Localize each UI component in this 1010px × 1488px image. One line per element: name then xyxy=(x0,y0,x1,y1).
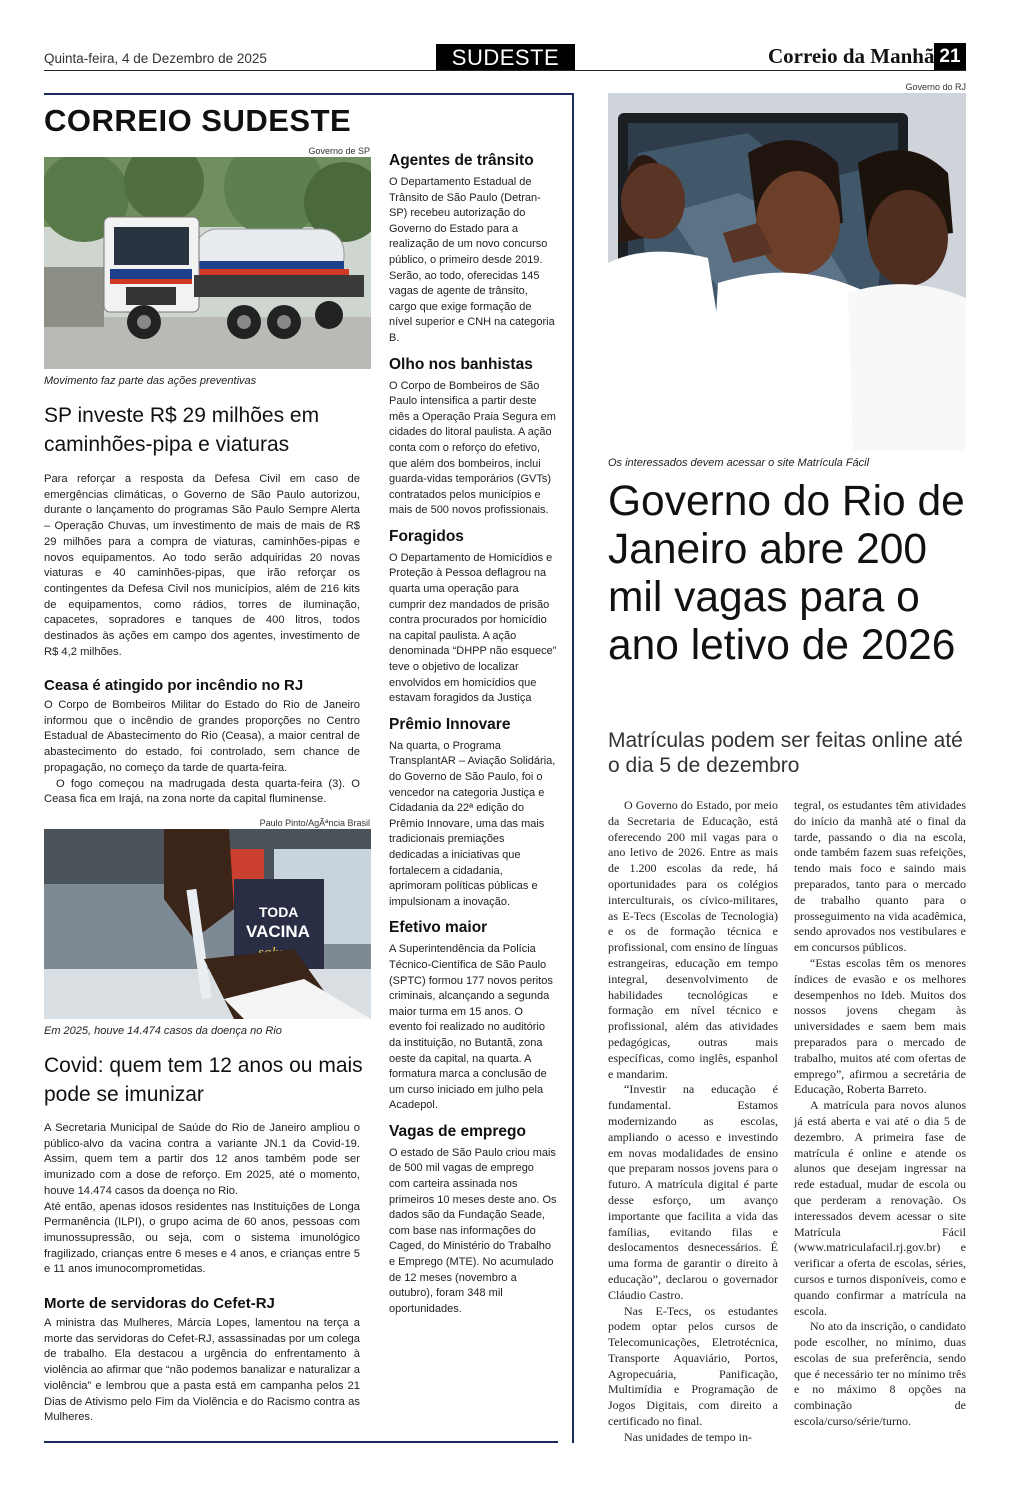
main-body-column-2: tegral, os estudantes têm atividades do início da manhã até o final da tarde, passando o dia na escola, onde também fazem suas refeições, tendo mais foco e saindo mais preparados, tanto para o mercado de trabalho quanto para o prosseguimento na vida acadêmica, sendo aprovados nos vestibulares e em concursos públicos. “Estas escolas têm os menores índices de evasão e os melhores desempenhos no Ideb. Muitos dos nossos jovens chegam às universidades e saem bem mais preparados para o mercado de trabalho, muitos até com ofertas de emprego”, afirmou a secretária de Educação, Roberta Barreto. A matrícula para novos alunos já está aberta e vai até o dia 5 de dezembro. A primeira fase de matrícula é online e atende os alunos que desejam ingressar na rede estadual, mudar de escola ou que perderam a renovação. Os interessados devem acessar o site Matrícula Fácil (www.matriculafacil.rj.gov.br) e verificar a oferta de escolas, séries, cursos e turnos disponíveis, como e quando confirmar a matrícula na escola. No ato da inscrição, o candidato pode escolher, no mínimo, duas escolas de sua preferência, sendo que é necessário ter no mínimo três e no máximo 8 opções na combinação de escola/curso/série/turno. xyxy=(794,798,966,1429)
frame-top-rule xyxy=(44,93,574,95)
page-number: 21 xyxy=(934,43,966,70)
brief-title: Agentes de trânsito xyxy=(389,152,534,169)
brief-text: Na quarta, o Programa TransplantAR – Aviação Solidária, do Governo de São Paulo, foi o vencedor na categoria Justiça e Cidadania da 22ª edição do Prêmio Innovare, uma das mais tradicionais premiações dedicadas a iniciativas que fortalecem a cidadania, aprimoram políticas públicas e impulsionam a inovação. xyxy=(389,739,556,908)
photo-caption: Os interessados devem acessar o site Matrícula Fácil xyxy=(608,457,870,469)
issue-date: Quinta-feira, 4 de Dezembro de 2025 xyxy=(44,51,267,66)
photo-credit: Governo de SP xyxy=(308,146,370,156)
section-title: CORREIO SUDESTE xyxy=(44,103,352,138)
brief-title: Olho nos banhistas xyxy=(389,355,533,373)
main-headline: Governo do Rio de Janeiro abre 200 mil vagas para o ano letivo de 2026 xyxy=(608,478,965,669)
photo-credit: Paulo Pinto/AgÃªncia Brasil xyxy=(259,818,370,828)
article-body: Para reforçar a resposta da Defesa Civil em caso de emergências climáticas, o Governo de São Paulo autorizou, durante o lançamento do programas São Paulo Sempre Alerta – Operação Chuvas, um investimento de mais de mais de R$ 29 milhões para a compra de viaturas, caminhões-pipas e novos equipamentos. Ao todo serão adquiridas 20 novas viaturas e 40 caminhões-pipas, que irão reforçar os contingentes da Defesa Civil nos municípios, além de 216 kits de equipamentos, como rádios, torres de iluminação, capacetes, sopradores e tanques de 400 litros, todos destinados às ações em campo dos agentes, investimento de R$ 4,2 milhões. xyxy=(44,473,360,658)
photo-credit: Governo do RJ xyxy=(905,82,966,92)
article-body: A ministra das Mulheres, Márcia Lopes, lamentou na terça a morte das servidoras do Cefet-RJ, assassinadas por um colega de trabalho. Ela destacou a urgência do enfrentamento à violência ao afirmar que “não podemos banalizar e naturalizar a violência” e lembrou que a pasta está em campanha pelos 21 Dias de Ativismo pelo Fim da Violência e do Racismo contra as Mulheres. xyxy=(44,1317,360,1424)
vaccine-photo xyxy=(44,829,371,1019)
brief-title: Foragidos xyxy=(389,527,464,545)
brief-title: Prêmio Innovare xyxy=(389,715,511,733)
brief-text: O Departamento de Homicídios e Proteção à Pessoa deflagrou na quarta uma operação para cumprir dez mandados de prisão contra procurados por homicídio na capital paulista. A ação denominada “DHPP não esquece” teve o objetivo de localizar envolvidos em homicídios que estavam foragidos da Justiça xyxy=(389,551,557,705)
photo-caption: Movimento faz parte das ações preventivas xyxy=(44,375,257,387)
brief-title: Vagas de emprego xyxy=(389,1122,526,1140)
poster-text: TODA xyxy=(259,904,299,920)
briefs-column xyxy=(389,152,557,1317)
header-rule xyxy=(44,70,966,71)
frame-right-rule xyxy=(572,93,574,1443)
photo-caption: Em 2025, houve 14.474 casos da doença no Rio xyxy=(44,1025,282,1037)
brief-text: O Departamento Estadual de Trânsito de São Paulo (Detran-SP) recebeu autorização do Governo do Estado para a realização de um novo concurso público, o primeiro desde 2019. Serão, ao todo, oferecidas 145 vagas de agente de trânsito, cargo que exige formação de nível superior e CNH na categoria B. xyxy=(389,176,555,344)
section-tag: SUDESTE xyxy=(436,44,575,71)
newspaper-masthead: Correio da Manhã xyxy=(768,44,935,68)
frame-bottom-rule xyxy=(44,1441,558,1443)
article-headline: Covid: quem tem 12 anos ou mais pode se imunizar xyxy=(44,1054,363,1106)
students-photo xyxy=(608,93,966,451)
brief-text: A Superintendência da Polícia Técnico-Científica de São Paulo (SPTC) formou 177 novos peritos criminais, alcançando a segunda maior turma em 15 anos. O evento foi realizado no auditório da instituição, no Butantã, zona oeste da capital, na quarta. A formatura marca a conclusão de um curso iniciado em julho pela Acadepol. xyxy=(389,943,553,1112)
article-body: A Secretaria Municipal de Saúde do Rio de Janeiro ampliou o público-alvo da vacina contra a variante JN.1 da Covid-19. Assim, quem tem a partir dos 12 anos também pode ser imunizado com a dose de reforço. Em 2025, até o momento, houve 14.474 casos da doença no Rio. Até então, apenas idosos residentes nas Instituições de Longa Permanência (ILPI), o grupo acima de 60 anos, pessoas com imunossupressão, ou seja, com o sistema imunológico fragilizado, crianças entre 6 meses e 4 anos, e crianças entre 5 e 11 anos imunocomprometidas. xyxy=(44,1122,360,1276)
article-subhead: Ceasa é atingido por incêndio no RJ xyxy=(44,677,304,694)
article-subhead: Morte de servidoras do Cefet-RJ xyxy=(44,1295,275,1312)
article-body: O Corpo de Bombeiros Militar do Estado do Rio de Janeiro informou que o incêndio de grandes proporções no Centro Estadual de Abastecimento do Rio (Ceasa), a maior central de abastecimento do estado, foi controlado, sem chance de propagação, no começo da tarde de quarta-feira. O fogo começou na madrugada desta quarta-feira (3). O Ceasa fica em Irajá, na zona norte da capital fluminense. xyxy=(44,699,360,806)
article-headline: SP investe R$ 29 milhões em caminhões-pipa e viaturas xyxy=(44,404,320,456)
main-subheadline: Matrículas podem ser feitas online até o dia 5 de dezembro xyxy=(608,729,963,777)
poster-text: VACINA xyxy=(246,922,310,941)
main-body-column-1: O Governo do Estado, por meio da Secretaria de Educação, está oferecendo 200 mil vagas para o ano letivo de 2026. Entre as mais de 1.200 escolas da rede, há oportunidades para os colégios interculturais, os cívico-militares, as E-Tecs (Escolas de Tecnologia) e os de formação técnica e profissional, com ensino de línguas estrangeiras, educação em tempo integral, desenvolvimento de habilidades tecnológicas e formação em nível técnico e profissional, além das atividades pedagógicas, outras mais específicas, como inglês, espanhol e mandarim. “Investir na educação é fundamental. Estamos modernizando as escolas, ampliando o acesso e investindo em novas modalidades de ensino que preparam nossos jovens para o futuro. A matrícula digital é parte desse esforço, um avanço importante que facilita a vida das famílias, evitando filas e deslocamentos desnecessários. É uma forma de garantir o direito à educação”, declarou o governador Cláudio Castro. Nas E-Tecs, os estudantes podem optar pelos cursos de Telecomunicações, Eletrotécnica, Transporte Aquaviário, Portos, Agropecuária, Panificação, Multimídia e Programação de Jogos Digitais, com direito a certificado no final. Nas unidades de tempo in- xyxy=(608,798,778,1444)
brief-text: O estado de São Paulo criou mais de 500 mil vagas de emprego com carteira assinada nos primeiros 10 meses deste ano. Os dados são da Fundação Seade, com base nas informações do Caged, do Ministério do Trabalho e Emprego (MTE). No acumulado de 12 meses (novembro a outubro), foram 348 mil oportunidades. xyxy=(389,1146,557,1315)
truck-photo xyxy=(44,157,371,369)
brief-text: O Corpo de Bombeiros de São Paulo intensifica a partir deste mês a Operação Praia Segura em cidades do litoral paulista. A ação conta com o reforço do efetivo, que além dos bombeiros, inclui guarda-vidas temporários (GVTs) contratados pelos municípios e mais de 500 novos profissionais. xyxy=(389,379,556,517)
brief-title: Efetivo maior xyxy=(389,919,488,937)
